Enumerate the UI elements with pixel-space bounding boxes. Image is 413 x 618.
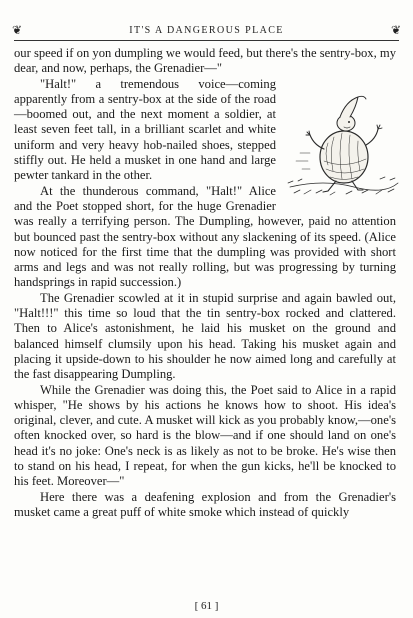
body-text (14, 46, 396, 520)
paragraph-4: The Grenadier scowled at it in stupid surprise and again bawled out, "Halt!!!" this time so loud that the tin sentry-box rocked and clattered. Then to Alice's astonishment, he laid his musket on the ground and balanced himself clumsily upon his head. Taking his musket again and placing it upside-down to his shoulder he now aimed long and carefully at the fast disappearing Dumpling. (14, 290, 396, 382)
running-head: IT'S A DANGEROUS PLACE (129, 24, 284, 36)
paragraph-6: Here there was a deafening explosion and from the Grenadier's musket came a great puff of white smoke which instead of quickly (14, 489, 396, 519)
ornament-left-icon: ❦ (12, 23, 23, 37)
page-header (12, 22, 401, 38)
ornament-right-icon: ❦ (390, 23, 401, 37)
dumpling-illustration (284, 83, 402, 201)
paragraph-2 (14, 77, 396, 184)
paragraph-5: While the Grenadier was doing this, the Poet said to Alice in a rapid whisper, "He shows by his actions he knows how to shoot. His idea's original, clever, and cute. A musket will kick as you probably know,—one's often knocked over, so hard is the blow—and if one should land on one's head it's no joke: One's neck is as likely as not to be broke. He's wise then to stand on his head, I repeat, for when the gun kicks, he'll be knocked to his feet. Moreover—" (14, 382, 396, 489)
header-rule (14, 40, 399, 41)
page-number: [ 61 ] (194, 600, 219, 612)
paragraph-1: our speed if on yon dumpling we would feed, but there's the sentry-box, my dear, and now, perhaps, the Grenadier—" (14, 46, 396, 76)
paragraph-2-text: "Halt!" a tremendous voice—coming apparently from a sentry-box at the side of the road—boomed out, and the next moment a soldier, at least seven feet tall, in a brilliant scarlet and white uniform and very heavy hob-nailed shoes, stepped stiffly out. He held a musket in one hand and large pewter tankard in the other. (14, 76, 276, 183)
paragraph-3: At the thunderous command, "Halt!" Alice and the Poet stopped short, for the huge Grenadier was really a terrifying person. The Dumpling, however, paid no attention but bounced past the sentry-box without any slackening of its speed. (Alice now noticed for the first time that the dumpling was provided with short arms and legs and was not really rolling, but was progressing by turning handsprings in rapid succession.) (14, 183, 396, 290)
